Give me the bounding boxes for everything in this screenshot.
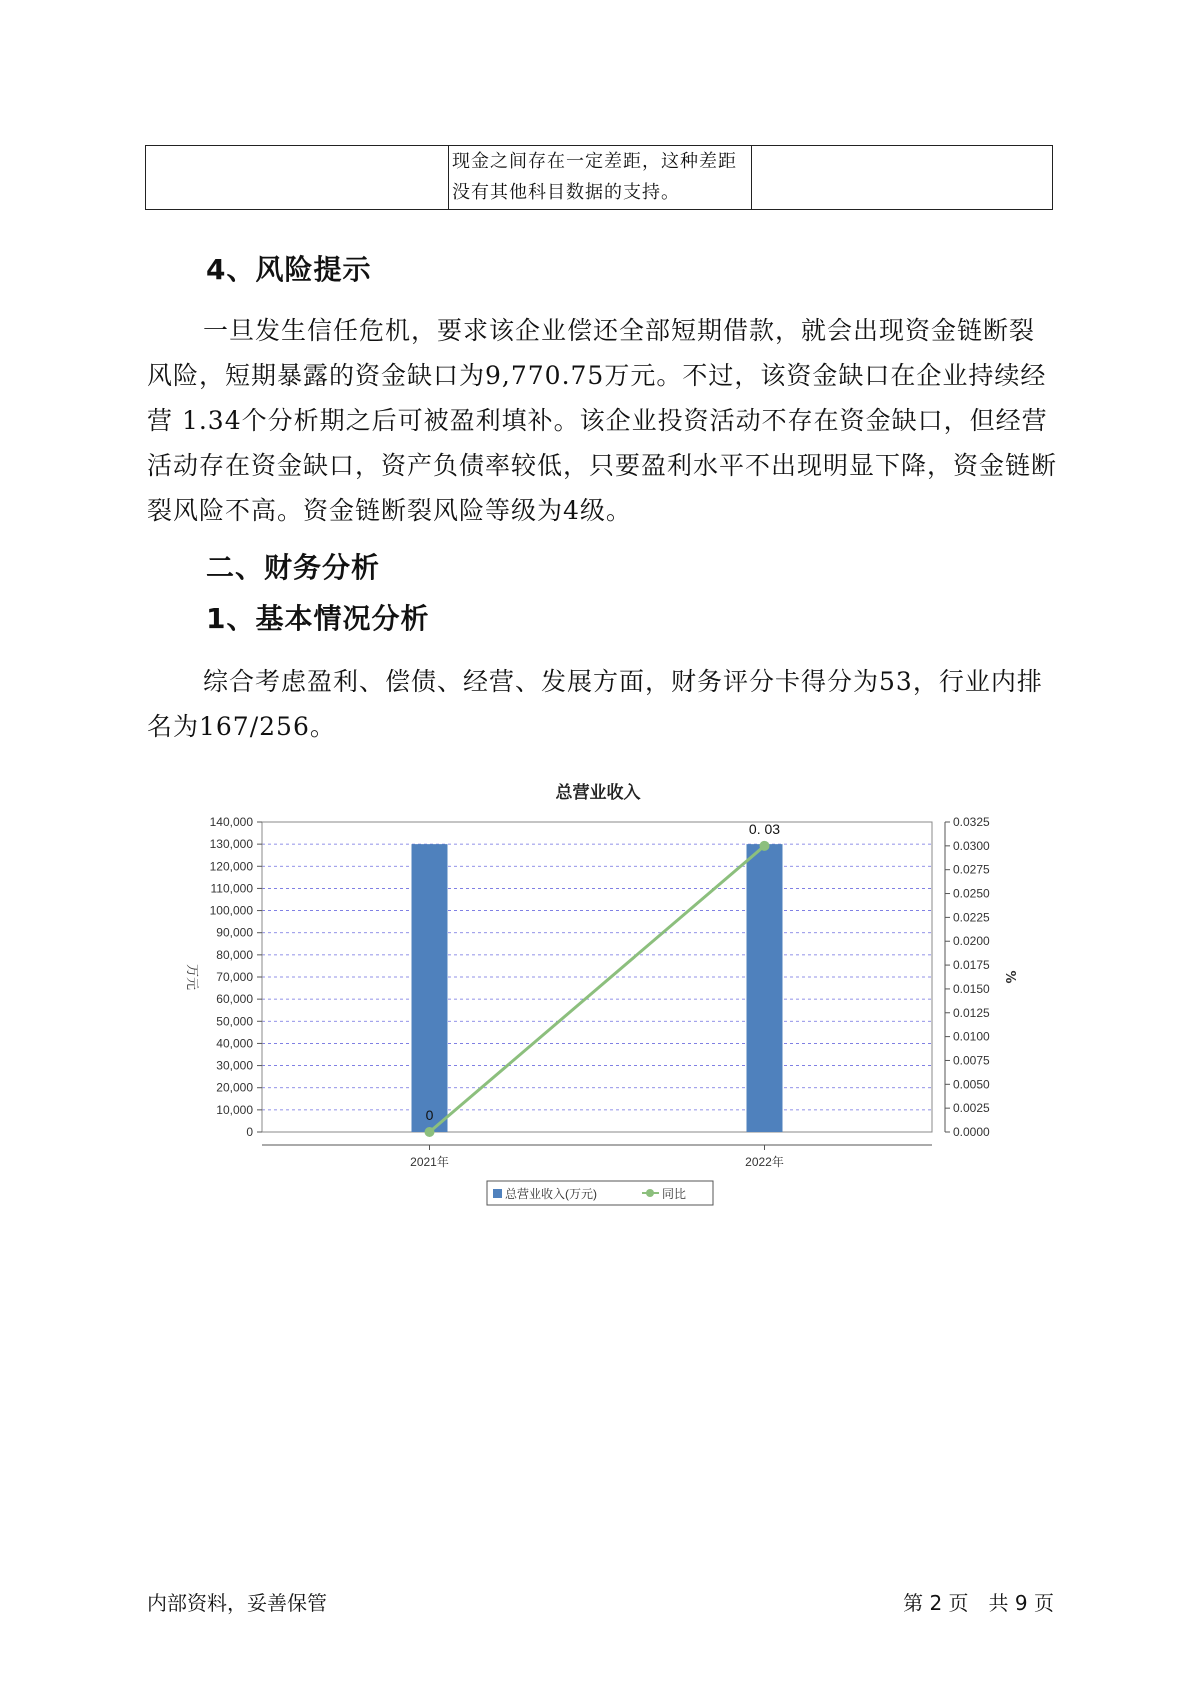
x-axis-ticks	[410, 1145, 784, 1169]
right-tick-label: 0.0100	[953, 1029, 990, 1044]
y-tick-label: 0	[246, 1125, 253, 1139]
right-tick-label: 0.0150	[953, 981, 990, 996]
y-tick-label: 10,000	[216, 1102, 253, 1117]
legend-label-revenue: 总营业收入(万元)	[505, 1187, 597, 1201]
y-tick-label: 120,000	[209, 859, 253, 874]
right-tick-label: 0.0275	[953, 862, 990, 877]
y-tick-label: 140,000	[209, 815, 253, 829]
table-cell-text	[449, 146, 752, 210]
section-heading-basic-analysis: 1、基本情况分析	[206, 602, 430, 635]
y-tick-label: 30,000	[216, 1058, 253, 1073]
right-axis-ticks	[945, 815, 990, 1139]
y-axis-label: 万元	[184, 963, 199, 991]
y-tick-label: 60,000	[216, 992, 253, 1007]
legend-swatch-revenue	[493, 1189, 502, 1198]
bar	[412, 844, 448, 1132]
table-text-line: 现金之间存在一定差距，这种差距	[452, 151, 737, 172]
right-tick-label: 0.0175	[953, 958, 990, 973]
risk-paragraph: 一旦发生信任危机，要求该企业偿还全部短期借款，就会出现资金链断裂风险，短期暴露的资金缺口为9,770.75万元。不过，该资金缺口在企业持续经营 1.34个分析期之后可被盈利填补。该企业投资活动不存在资金缺口，但经营活动存在资金缺口，资产负债率较低，只要盈利水平不出现明显下降，资金链断裂风险不高。资金链断裂风险等级为4级。	[147, 316, 1058, 525]
basic-analysis-paragraph: 综合考虑盈利、偿债、经营、发展方面，财务评分卡得分为53，行业内排名为167/256。	[147, 667, 1043, 741]
section-heading-financial-analysis: 二、财务分析	[206, 551, 381, 584]
right-tick-label: 0.0125	[953, 1005, 990, 1020]
table-cell-empty	[752, 146, 1053, 210]
right-axis-label: %	[1002, 970, 1017, 984]
line-series	[425, 821, 781, 1137]
right-tick-label: 0.0300	[953, 838, 990, 853]
right-tick-label: 0.0325	[953, 815, 990, 829]
bar	[747, 844, 783, 1132]
right-tick-label: 0.0025	[953, 1101, 990, 1116]
right-tick-label: 0.0200	[953, 934, 990, 949]
y-tick-label: 90,000	[216, 925, 253, 940]
chart-grid	[262, 822, 932, 1110]
footer-note: 内部资料，妥善保管	[147, 1591, 327, 1615]
data-label: 0. 03	[748, 820, 781, 837]
chart-legend	[487, 1181, 713, 1205]
right-tick-label: 0.0250	[953, 886, 990, 901]
right-tick-label: 0.0050	[953, 1077, 990, 1092]
y-tick-label: 130,000	[209, 837, 253, 852]
continuation-table	[145, 145, 1053, 210]
page-number: 第 2 页 共 9 页	[903, 1591, 1054, 1615]
x-tick-label: 2021年	[410, 1155, 449, 1169]
plot-area-border	[262, 822, 932, 1132]
x-tick-label: 2022年	[745, 1155, 784, 1169]
y-tick-label: 80,000	[216, 947, 253, 962]
right-tick-label: 0.0225	[953, 910, 990, 925]
legend-label-yoy: 同比	[662, 1187, 687, 1201]
yoy-point	[760, 841, 770, 851]
yoy-point	[425, 1127, 435, 1137]
table-cell-empty	[146, 146, 449, 210]
right-tick-label: 0.0000	[953, 1125, 990, 1139]
section-heading-risk: 4、风险提示	[206, 253, 372, 286]
left-axis-ticks	[210, 815, 262, 1139]
y-tick-label: 100,000	[209, 903, 253, 918]
y-tick-label: 40,000	[216, 1036, 253, 1051]
y-tick-label: 50,000	[216, 1014, 253, 1029]
legend-swatch-point	[646, 1189, 654, 1197]
data-label: 0	[425, 1107, 434, 1123]
y-tick-label: 70,000	[216, 970, 253, 984]
chart-title: 总营业收入	[555, 783, 641, 803]
y-tick-label: 110,000	[210, 881, 253, 896]
right-tick-label: 0.0075	[953, 1053, 990, 1068]
table-text-line: 没有其他科目数据的支持。	[452, 182, 680, 203]
revenue-chart	[160, 770, 1020, 1240]
y-tick-label: 20,000	[216, 1080, 253, 1095]
